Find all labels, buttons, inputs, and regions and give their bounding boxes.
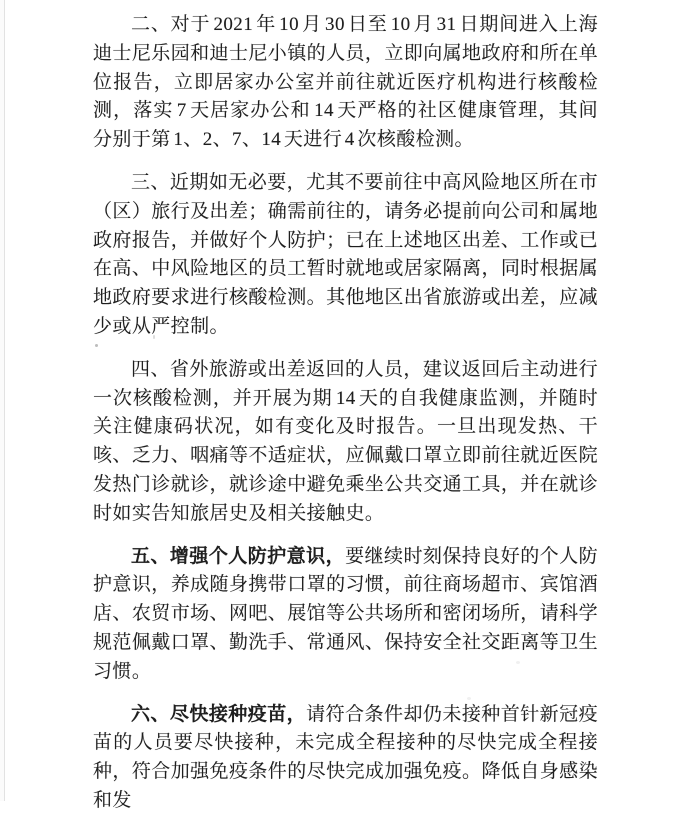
paragraph-text: 四、省外旅游或出差返回的人员，建议返回后主动进行一次核酸检测，并开展为期 14 天的自我健康监测，并随时关注健康码状况，如有变化及时报告。一旦出现发热、干咳、乏力、咽痛等不适症状，应佩戴口罩立即前往就近医院发热门诊就诊，就诊途中避免乘坐公共交通工具，并在就诊时如实告知旅居史及相关接触史。 — [93, 358, 598, 524]
paragraph-item-4 — [93, 356, 598, 529]
scan-speck — [153, 335, 155, 339]
paragraph-item-2 — [93, 11, 598, 155]
paragraph-text: 请符合条件却仍未接种首针新冠疫苗的人员要尽快接种，未完成全程接种的尽快完成全程接种，符合加强免疫条件的尽快完成加强免疫。降低自身感染和发 — [93, 703, 598, 811]
paragraph-item-5 — [93, 543, 598, 687]
paragraph-text: 要继续时刻保持良好的个人防护意识，养成随身携带口罩的习惯，前往商场超市、宾馆酒店、农贸市场、网吧、展馆等公共场所和密闭场所，请科学规范佩戴口罩、勤洗手、常通风、保持安全社交距离等卫生习惯。 — [93, 545, 598, 682]
document-body — [93, 11, 598, 816]
paragraph-item-3 — [93, 169, 598, 342]
paragraph-lead-bold: 六、尽快接种疫苗， — [131, 703, 307, 725]
scan-edge-line — [4, 0, 5, 801]
paragraph-text: 二、对于 2021 年 10 月 30 日至 10 月 31 日期间进入上海迪士尼乐园和迪士尼小镇的人员，立即向属地政府和所在单位报告，立即居家办公室并前往就近医疗机构进行核酸检测，落实 7 天居家办公和 14 天严格的社区健康管理，其间分别于第 1、2、7、14 天进行 4 次核酸检测。 — [93, 14, 598, 151]
scan-speck — [516, 661, 520, 664]
paragraph-item-6 — [93, 701, 598, 816]
paragraph-lead-bold: 五、增强个人防护意识， — [131, 545, 346, 567]
scan-speck — [467, 697, 471, 700]
paragraph-text: 三、近期如无必要，尤其不要前往中高风险地区所在市（区）旅行及出差；确需前往的，请务必提前向公司和属地政府报告，并做好个人防护；已在上述地区出差、工作或已在高、中风险地区的员工暂时就地或居家隔离，同时根据属地政府要求进行核酸检测。其他地区出省旅游或出差，应减少或从严控制。 — [93, 171, 598, 337]
scan-speck — [95, 344, 98, 347]
